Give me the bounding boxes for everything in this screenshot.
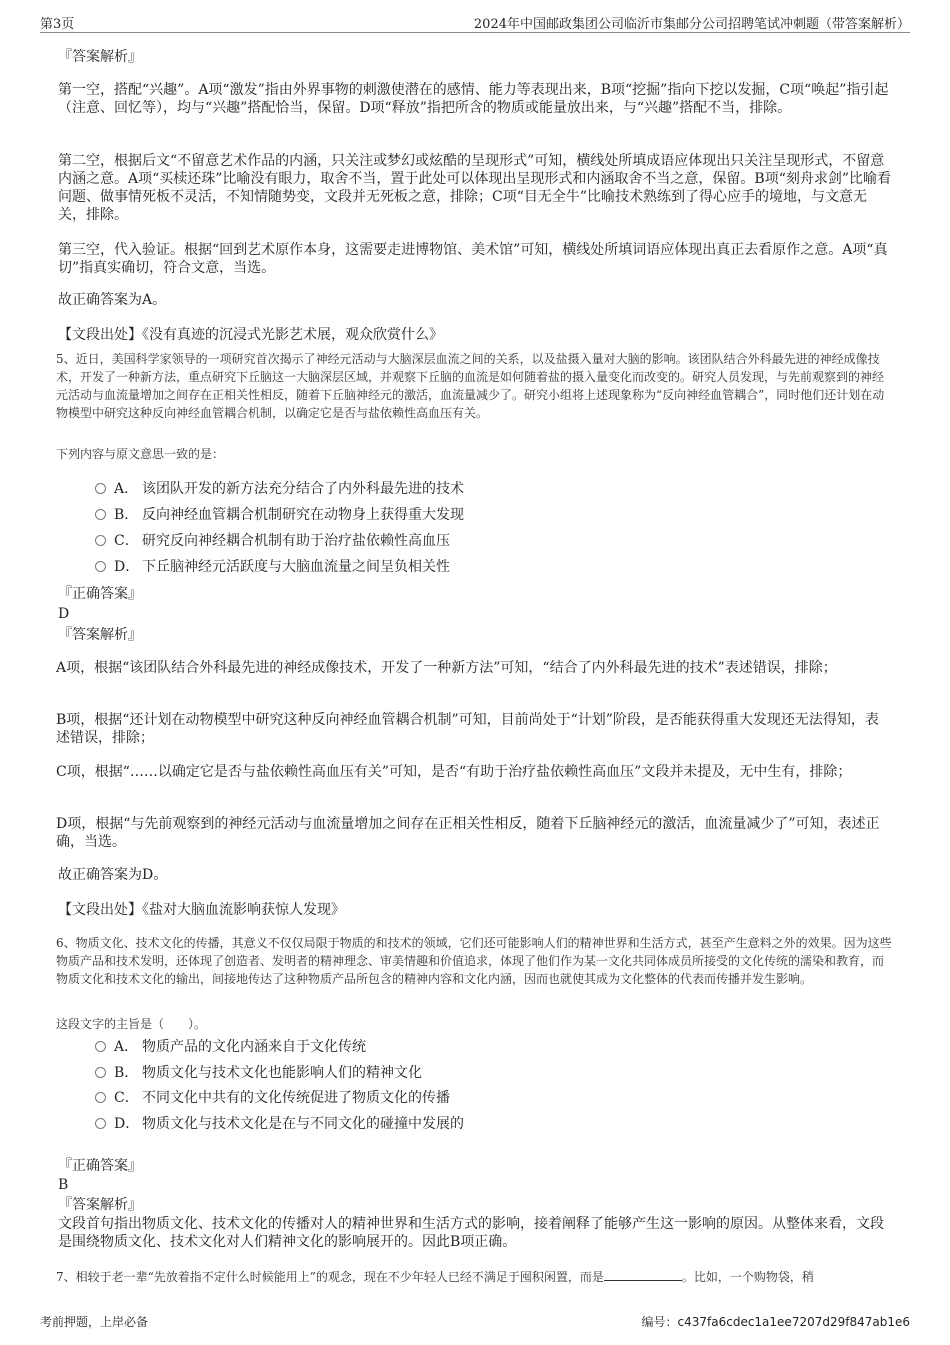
q6-analysis-label: 『答案解析』 <box>58 1197 142 1213</box>
q5-source: 【文段出处】《盐对大脑血流影响获惊人发现》 <box>58 902 345 918</box>
q5-analysis-d: D项，根据“与先前观察到的神经元活动与血流量增加之间存在正相关性相反，随着下丘脑神经元的激活，血流量减少了”可知，表述正确，当选。 <box>56 816 880 850</box>
document-code: 编号：c437fa6cdec1a1ee7207d29f847ab1e6 <box>641 1315 910 1329</box>
q6-option-b[interactable]: B． 物质文化与技术文化也能影响人们的精神文化 <box>95 1064 422 1082</box>
page-footer <box>40 1313 910 1331</box>
q5-option-c[interactable]: C． 研究反向神经耦合机制有助于治疗盐依赖性高血压 <box>95 532 450 550</box>
q5-conclusion: 故正确答案为D。 <box>58 867 168 883</box>
q5-stem: 5、近日，美国科学家领导的一项研究首次揭示了神经元活动与大脑深层血流之间的关系，以及盐摄入量对大脑的影响。该团队结合外科最先进的神经成像技术，开发了一种新方法，重点研究下丘脑这一大脑深层区域，并观察下丘脑的血流是如何随着盐的摄入量变化而改变的。研究人员发现，与先前观察到的神经元活动与血流量增加之间存在正相关性相反，随着下丘脑神经元的激活，血流量减少了。研究小组将上述现象称为“反向神经血管耦合”，同时他们还计划在动物模型中研究这种反向神经血管耦合机制，以确定它是否与盐依赖性高血压有关。 <box>56 352 885 420</box>
q6-option-c[interactable]: C． 不同文化中共有的文化传统促进了物质文化的传播 <box>95 1089 450 1107</box>
q4-analysis-label: 『答案解析』 <box>58 49 142 65</box>
q4-conclusion: 故正确答案为A。 <box>58 292 167 308</box>
q6-answer-label: 『正确答案』 <box>58 1158 142 1174</box>
document-title: 2024年中国邮政集团公司临沂市集邮分公司招聘笔试冲刺题（带答案解析） <box>473 17 910 32</box>
radio-icon[interactable] <box>95 1067 106 1078</box>
page-header <box>40 13 910 33</box>
q5-answer: D <box>58 606 70 622</box>
q6-analysis: 文段首句指出物质文化、技术文化的传播对人的精神世界和生活方式的影响，接着阐释了能够产生这一影响的原因。从整体来看，文段是围绕物质文化、技术文化对人们精神文化的影响展开的。因此B项正确。 <box>58 1216 884 1250</box>
q4-analysis-p2: 第二空，根据后文“不留意艺术作品的内涵，只关注或梦幻或炫酷的呈现形式”可知，横线处所填成语应体现出只关注呈现形式，不留意内涵之意。A项“买椟还珠”比喻没有眼力，取舍不当，置于此处可以体现出呈现形式和内涵取舍不当之意，保留。B项“刻舟求剑”比喻看问题、做事情死板不灵活，不知情随势变，文段并无死板之意，排除；C项“目无全牛”比喻技术熟练到了得心应手的境地，与文意无关，排除。 <box>58 153 892 223</box>
q6-question: 这段文字的主旨是（ ）。 <box>56 1017 207 1031</box>
q5-analysis-a: A项，根据“该团队结合外科最先进的神经成像技术，开发了一种新方法”可知，“结合了内外科最先进的技术”表述错误，排除； <box>56 660 837 676</box>
q5-analysis-label: 『答案解析』 <box>58 627 142 643</box>
radio-icon[interactable] <box>95 509 106 520</box>
q6-option-d[interactable]: D． 物质文化与技术文化是在与不同文化的碰撞中发展的 <box>95 1115 464 1133</box>
q5-answer-label: 『正确答案』 <box>58 586 142 602</box>
q5-question: 下列内容与原文意思一致的是： <box>56 447 225 461</box>
q4-analysis-p3: 第三空，代入验证。根据“回到艺术原作本身，这需要走进博物馆、美术馆”可知，横线处所填词语应体现出真正去看原作之意。A项“真切”指真实确切，符合文意，当选。 <box>58 242 888 276</box>
q6-option-a[interactable]: A． 物质产品的文化内涵来自于文化传统 <box>95 1038 366 1056</box>
radio-icon[interactable] <box>95 1092 106 1103</box>
fill-blank <box>604 1269 682 1281</box>
radio-icon[interactable] <box>95 483 106 494</box>
radio-icon[interactable] <box>95 535 106 546</box>
q6-answer: B <box>58 1177 69 1193</box>
q4-analysis-p1: 第一空，搭配“兴趣”。A项“激发”指由外界事物的刺激使潜在的感情、能力等表现出来，B项“挖掘”指向下挖以发掘，C项“唤起”指引起（注意、回忆等），均与“兴趣”搭配恰当，保留。D项“释放”指把所含的物质或能量放出来，与“兴趣”搭配不当，排除。 <box>58 82 889 116</box>
q5-option-b[interactable]: B． 反向神经血管耦合机制研究在动物身上获得重大发现 <box>95 506 464 524</box>
footer-slogan: 考前押题，上岸必备 <box>40 1315 149 1329</box>
radio-icon[interactable] <box>95 561 106 572</box>
q5-option-a[interactable]: A． 该团队开发的新方法充分结合了内外科最先进的技术 <box>95 480 464 498</box>
q6-stem: 6、物质文化、技术文化的传播，其意义不仅仅局限于物质的和技术的领域，它们还可能影响人们的精神世界和生活方式，甚至产生意料之外的效果。因为这些物质产品和技术发明，还体现了创造者、发明者的精神理念、审美情趣和价值追求，体现了他们作为某一文化共同体成员所接受的文化传统的濡染和教育，而物质文化和技术文化的输出，间接地传达了这种物质产品所包含的精神内容和文化内涵，因而也就使其成为文化整体的代表而传播并发生影响。 <box>56 936 892 986</box>
page-number: 第3页 <box>40 17 75 32</box>
radio-icon[interactable] <box>95 1041 106 1052</box>
q5-analysis-b: B项，根据“还计划在动物模型中研究这种反向神经血管耦合机制”可知，目前尚处于“计划”阶段，是否能获得重大发现还无法得知，表述错误，排除； <box>56 712 879 746</box>
q4-source: 【文段出处】《没有真迹的沉浸式光影艺术展，观众欣赏什么》 <box>58 327 443 343</box>
q7-stem: 7、相较于老一辈“先放着指不定什么时候能用上”的观念，现在不少年轻人已经不满足于囤积闲置，而是 。比如，一个购物袋，稍 <box>56 1270 814 1284</box>
q5-option-d[interactable]: D． 下丘脑神经元活跃度与大脑血流量之间呈负相关性 <box>95 558 450 576</box>
radio-icon[interactable] <box>95 1118 106 1129</box>
q5-analysis-c: C项，根据“……以确定它是否与盐依赖性高血压有关”可知，是否“有助于治疗盐依赖性高血压”文段并未提及，无中生有，排除； <box>56 764 852 780</box>
